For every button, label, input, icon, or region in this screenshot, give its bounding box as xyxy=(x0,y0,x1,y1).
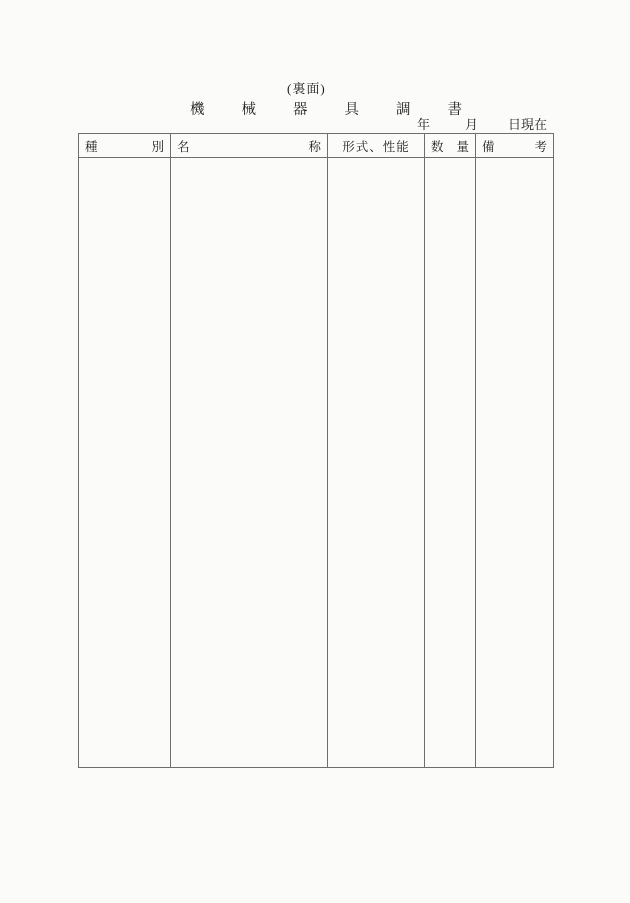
header-cell-model-performance xyxy=(328,134,425,158)
header-cell-quantity xyxy=(425,134,476,158)
header-quantity-right: 量 xyxy=(456,139,469,154)
body-cell-model-performance xyxy=(328,158,425,767)
body-cell-remarks xyxy=(476,158,553,767)
year-label: 年 xyxy=(417,117,431,132)
header-remarks-left: 備 xyxy=(482,139,495,154)
header-type-right: 別 xyxy=(151,139,164,154)
header-type-left: 種 xyxy=(85,139,98,154)
header-cell-name xyxy=(171,134,328,158)
header-remarks-right: 考 xyxy=(534,139,547,154)
header-quantity-left: 数 xyxy=(431,139,444,154)
header-cell-type xyxy=(79,134,171,158)
month-label: 月 xyxy=(465,117,479,132)
reverse-side-note: (裏面) xyxy=(287,81,326,96)
body-cell-name xyxy=(171,158,328,767)
body-cell-quantity xyxy=(425,158,476,767)
equipment-table xyxy=(78,133,554,768)
date-line xyxy=(417,114,547,133)
header-model-performance-label: 形式、性能 xyxy=(342,139,410,154)
day-current-label: 日現在 xyxy=(508,117,548,132)
header-name-left: 名 xyxy=(177,139,190,154)
form-title: 機械器具調書 xyxy=(190,102,499,118)
body-cell-type xyxy=(79,158,171,767)
header-cell-remarks xyxy=(476,134,553,158)
header-name-right: 称 xyxy=(308,139,321,154)
